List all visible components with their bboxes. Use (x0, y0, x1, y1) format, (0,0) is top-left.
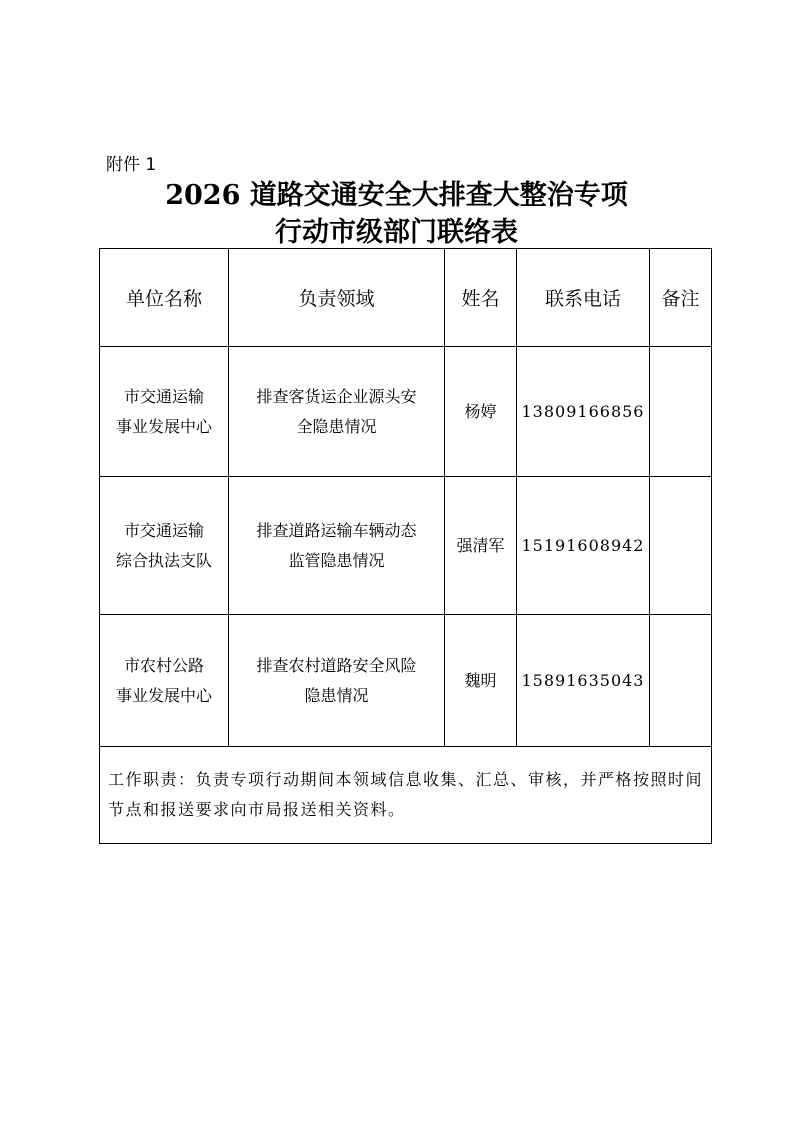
unit-cell (100, 347, 229, 477)
unit-line: 市交通运输 (123, 520, 204, 540)
domain-line: 监管隐患情况 (288, 550, 385, 570)
duties-row (100, 747, 712, 844)
name-cell: 魏明 (445, 615, 517, 747)
unit-cell (100, 615, 229, 747)
remark-cell (650, 477, 712, 615)
phone-cell: 13809166856 (517, 347, 650, 477)
unit-line: 市交通运输 (123, 386, 204, 406)
duties-cell: 工作职责：负责专项行动期间本领域信息收集、汇总、审核，并严格按照时间节点和报送要求向市局报送相关资料。 (100, 747, 712, 844)
domain-cell (229, 615, 445, 747)
domain-cell (229, 477, 445, 615)
name-cell: 杨婷 (445, 347, 517, 477)
table-row (100, 477, 712, 615)
contact-table (99, 248, 712, 844)
unit-line: 市农村公路 (123, 655, 204, 675)
table-row (100, 615, 712, 747)
attachment-label: 附件 1 (106, 155, 157, 175)
unit-cell (100, 477, 229, 615)
header-phone: 联系电话 (517, 249, 650, 347)
document-title-line2: 行动市级部门联络表 (275, 217, 518, 248)
table-header-row (100, 249, 712, 347)
phone-cell: 15191608942 (517, 477, 650, 615)
domain-cell (229, 347, 445, 477)
phone-cell: 15891635043 (517, 615, 650, 747)
header-name: 姓名 (445, 249, 517, 347)
header-remark: 备注 (650, 249, 712, 347)
domain-line: 全隐患情况 (296, 416, 377, 436)
unit-line: 事业发展中心 (115, 416, 212, 436)
domain-line: 排查道路运输车辆动态 (256, 520, 417, 540)
table-row (100, 347, 712, 477)
domain-line: 排查客货运企业源头安 (256, 386, 417, 406)
document-title-line1: 2026 道路交通安全大排查大整治专项 (165, 180, 628, 211)
domain-line: 排查农村道路安全风险 (256, 655, 417, 675)
remark-cell (650, 347, 712, 477)
unit-line: 事业发展中心 (115, 685, 212, 705)
header-unit: 单位名称 (100, 249, 229, 347)
header-domain: 负责领域 (229, 249, 445, 347)
domain-line: 隐患情况 (304, 685, 369, 705)
name-cell: 强清军 (445, 477, 517, 615)
unit-line: 综合执法支队 (115, 550, 212, 570)
remark-cell (650, 615, 712, 747)
